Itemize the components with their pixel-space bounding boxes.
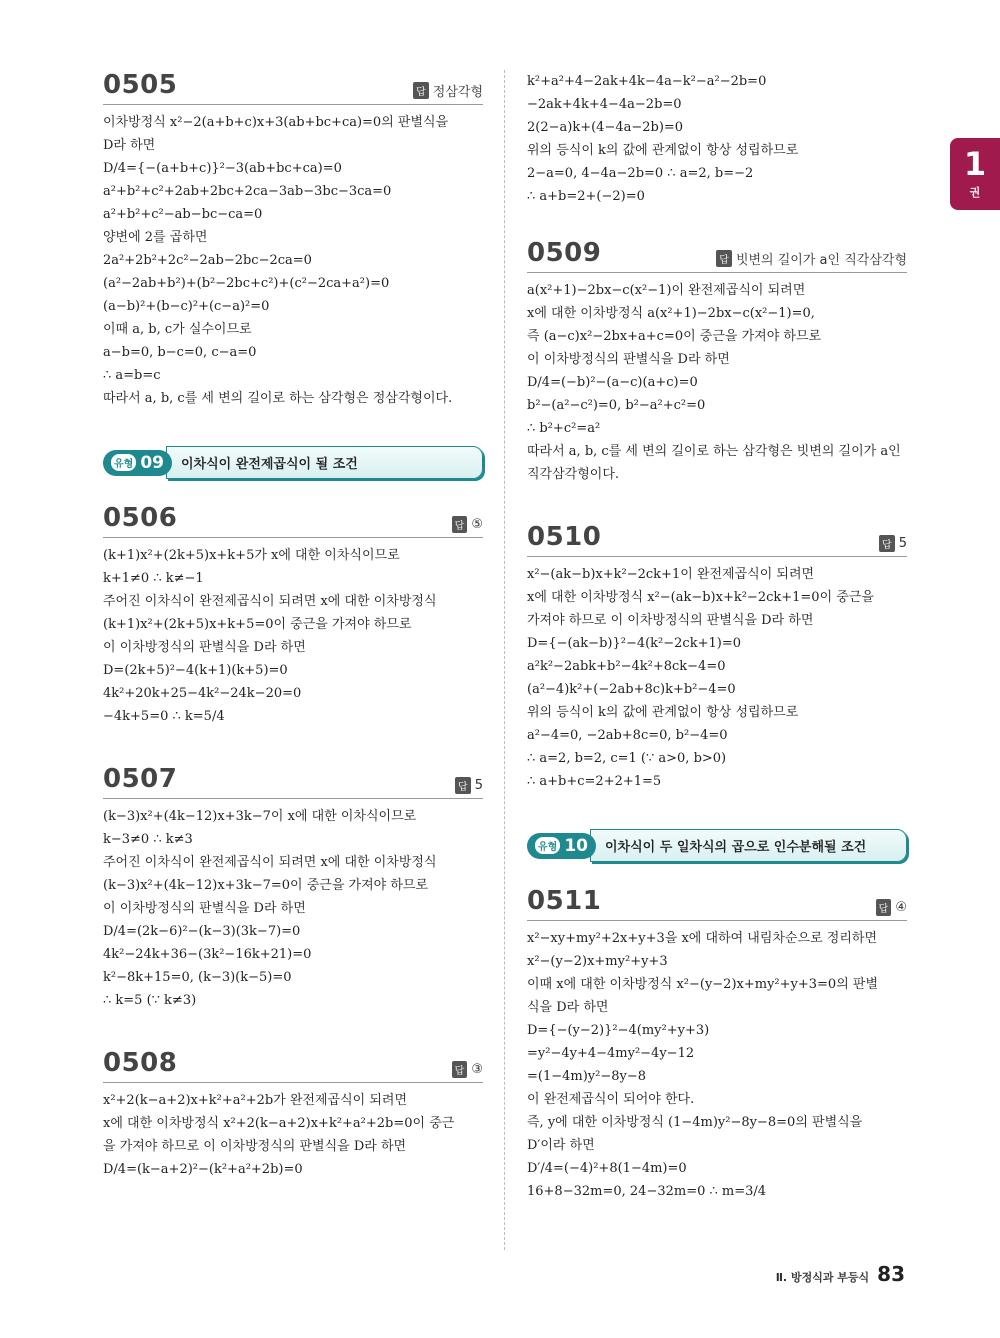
volume-number: 1 <box>963 145 987 183</box>
answer-tag-icon: 답 <box>452 516 468 533</box>
answer <box>716 249 907 268</box>
answer-text: 5 <box>898 536 907 551</box>
answer <box>452 516 483 533</box>
volume-side-tab <box>950 138 1000 210</box>
problem-header <box>103 70 483 105</box>
problem-0511 <box>527 886 907 1203</box>
problem-number: 0505 <box>103 70 178 100</box>
volume-label: 권 <box>969 186 981 199</box>
solution-line: 위의 등식이 k의 값에 관계없이 항상 성립하므로 <box>527 143 799 158</box>
solution-line: D={−(ak−b)}²−4(k²−2ck+1)=0 <box>527 636 741 651</box>
solution-line: 식을 D라 하면 <box>527 1000 609 1015</box>
answer <box>455 777 483 794</box>
solution-line: ∴ k=5 (∵ k≠3) <box>103 993 197 1008</box>
solution-line: b²−(a²−c²)=0, b²−a²+c²=0 <box>527 398 706 413</box>
answer-text: ⑤ <box>471 517 483 532</box>
solution-line: D라 하면 <box>103 138 156 153</box>
solution-line: D′/4=(−4)²+8(1−4m)=0 <box>527 1161 687 1176</box>
solution-line: 이차방정식 x²−2(a+b+c)x+3(ab+bc+ca)=0의 판별식을 <box>103 115 449 130</box>
left-column <box>103 70 483 1217</box>
answer-tag-icon: 답 <box>716 250 732 267</box>
solution-line: −4k+5=0 ∴ k=5/4 <box>103 709 225 724</box>
solution-line: D/4=(−b)²−(a−c)(a+c)=0 <box>527 375 698 390</box>
solution-line: ∴ b²+c²=a² <box>527 421 601 436</box>
solution-line: 이때 a, b, c가 실수이므로 <box>103 322 252 337</box>
problem-header <box>527 522 907 557</box>
solution-line: (a²−4)k²+(−2ab+8c)k+b²−4=0 <box>527 682 736 697</box>
solution-line: (k+1)x²+(2k+5)x+k+5가 x에 대한 이차식이므로 <box>103 548 400 563</box>
solution-lines <box>527 279 907 486</box>
problem-0509 <box>527 238 907 486</box>
solution-line: 이 이차방정식의 판별식을 D라 하면 <box>103 640 306 655</box>
type-title: 이차식이 두 일차식의 곱으로 인수분해될 조건 <box>590 829 907 862</box>
solution-line: (k−3)x²+(4k−12)x+3k−7이 x에 대한 이차식이므로 <box>103 809 417 824</box>
solution-line: k+1≠0 ∴ k≠−1 <box>103 571 204 586</box>
solution-line: 이 이차방정식의 판별식을 D라 하면 <box>103 901 306 916</box>
solution-line: (a−b)²+(b−c)²+(c−a)²=0 <box>103 299 270 314</box>
type-badge <box>103 450 172 476</box>
solution-lines <box>103 544 483 728</box>
problem-header <box>527 886 907 921</box>
answer <box>452 1061 483 1078</box>
problem-header <box>103 764 483 799</box>
solution-line: D/4=(2k−6)²−(k−3)(3k−7)=0 <box>103 924 301 939</box>
type-label: 유형 <box>535 837 560 854</box>
solution-line: =y²−4y+4−4my²−4y−12 <box>527 1046 695 1061</box>
answer-text: 5 <box>474 778 483 793</box>
type-badge <box>527 833 596 859</box>
answer-text: 정삼각형 <box>432 85 483 100</box>
problem-number: 0507 <box>103 764 178 794</box>
solution-line: ∴ a+b=2+(−2)=0 <box>527 189 645 204</box>
solution-line: ∴ a=2, b=2, c=1 (∵ a>0, b>0) <box>527 751 727 766</box>
problem-number: 0509 <box>527 238 602 268</box>
solution-line: D/4={−(a+b+c)}²−3(ab+bc+ca)=0 <box>103 161 342 176</box>
problem-number: 0511 <box>527 886 602 916</box>
solution-line: 따라서 a, b, c를 세 변의 길이로 하는 삼각형은 정삼각형이다. <box>103 391 453 406</box>
problem-number: 0510 <box>527 522 602 552</box>
solution-lines <box>103 1089 483 1181</box>
solution-line: x²−xy+my²+2x+y+3을 x에 대하여 내림차순으로 정리하면 <box>527 931 878 946</box>
solution-line: 즉 (a−c)x²−2bx+a+c=0이 중근을 가져야 하므로 <box>527 329 822 344</box>
problem-header <box>103 503 483 538</box>
solution-line: 위의 등식이 k의 값에 관계없이 항상 성립하므로 <box>527 705 799 720</box>
solution-line: a²+b²+c²−ab−bc−ca=0 <box>103 207 263 222</box>
answer-tag-icon: 답 <box>413 82 429 99</box>
solution-line: 16+8−32m=0, 24−32m=0 ∴ m=3/4 <box>527 1184 767 1199</box>
answer <box>413 81 483 100</box>
section-title: Ⅱ. 방정식과 부등식 <box>775 1271 870 1284</box>
solution-line: =(1−4m)y²−8y−8 <box>527 1069 647 1084</box>
solution-line: 가져야 하므로 이 이차방정식의 판별식을 D라 하면 <box>527 613 814 628</box>
solution-line: 주어진 이차식이 완전제곱식이 되려면 x에 대한 이차방정식 <box>103 855 437 870</box>
solution-line: a(x²+1)−2bx−c(x²−1)이 완전제곱식이 되려면 <box>527 283 806 298</box>
solution-line: 이 완전제곱식이 되어야 한다. <box>527 1092 695 1107</box>
type-10-banner <box>527 829 907 862</box>
solution-line: (k−3)x²+(4k−12)x+3k−7=0이 중근을 가져야 하므로 <box>103 878 429 893</box>
solution-lines <box>103 111 483 410</box>
solution-line: 2a²+2b²+2c²−2ab−2bc−2ca=0 <box>103 253 312 268</box>
solution-line: x에 대한 이차방정식 x²+2(k−a+2)x+k²+a²+2b=0이 중근 <box>103 1116 455 1131</box>
solution-line: k²−8k+15=0, (k−3)(k−5)=0 <box>103 970 292 985</box>
solution-line: D′이라 하면 <box>527 1138 595 1153</box>
answer-tag-icon: 답 <box>452 1061 468 1078</box>
solution-line: 4k²−24k+36−(3k²−16k+21)=0 <box>103 947 312 962</box>
solution-line: (a²−2ab+b²)+(b²−2bc+c²)+(c²−2ca+a²)=0 <box>103 276 390 291</box>
type-number: 09 <box>140 452 164 473</box>
answer-tag-icon: 답 <box>879 535 895 552</box>
solution-line: 4k²+20k+25−4k²−24k−20=0 <box>103 686 302 701</box>
solution-line: D/4=(k−a+2)²−(k²+a²+2b)=0 <box>103 1162 303 1177</box>
solution-line: ∴ a=b=c <box>103 368 161 383</box>
problem-0510 <box>527 522 907 793</box>
solution-line: 직각삼각형이다. <box>527 467 620 482</box>
page-number: 83 <box>877 1262 905 1286</box>
type-09-banner <box>103 446 483 479</box>
answer-text: 빗변의 길이가 a인 직각삼각형 <box>735 253 907 268</box>
solution-line: 주어진 이차식이 완전제곱식이 되려면 x에 대한 이차방정식 <box>103 594 437 609</box>
answer-text: ③ <box>471 1062 483 1077</box>
solution-lines <box>527 563 907 793</box>
problem-0508 <box>103 1048 483 1181</box>
solution-line: k²+a²+4−2ak+4k−4a−k²−a²−2b=0 <box>527 74 767 89</box>
solution-line: a²+b²+c²+2ab+2bc+2ca−3ab−3bc−3ca=0 <box>103 184 392 199</box>
solution-line: x에 대한 이차방정식 x²−(ak−b)x+k²−2ck+1=0이 중근을 <box>527 590 874 605</box>
solution-line: (k+1)x²+(2k+5)x+k+5=0이 중근을 가져야 하므로 <box>103 617 412 632</box>
problem-0505 <box>103 70 483 410</box>
solution-line: x²+2(k−a+2)x+k²+a²+2b가 완전제곱식이 되려면 <box>103 1093 408 1108</box>
solution-line: 양변에 2를 곱하면 <box>103 230 208 245</box>
right-column <box>527 70 907 1239</box>
type-number: 10 <box>564 835 588 856</box>
solution-line: 2(2−a)k+(4−4a−2b)=0 <box>527 120 684 135</box>
solution-line: 따라서 a, b, c를 세 변의 길이로 하는 삼각형은 빗변의 길이가 a인 <box>527 444 901 459</box>
problem-header <box>103 1048 483 1083</box>
answer <box>879 535 907 552</box>
solution-line: 이때 x에 대한 이차방정식 x²−(y−2)x+my²+y+3=0의 판별 <box>527 977 879 992</box>
solution-line: D={−(y−2)}²−4(my²+y+3) <box>527 1023 710 1038</box>
solution-line: a²−4=0, −2ab+8c=0, b²−4=0 <box>527 728 728 743</box>
solution-line: 2−a=0, 4−4a−2b=0 ∴ a=2, b=−2 <box>527 166 754 181</box>
solution-line: x²−(y−2)x+my²+y+3 <box>527 954 668 969</box>
type-label: 유형 <box>111 454 136 471</box>
answer-tag-icon: 답 <box>876 899 892 916</box>
solution-line: a²k²−2abk+b²−4k²+8ck−4=0 <box>527 659 726 674</box>
solution-line: ∴ a+b+c=2+2+1=5 <box>527 774 662 789</box>
solution-line: x에 대한 이차방정식 a(x²+1)−2bx−c(x²−1)=0, <box>527 306 815 321</box>
problem-number: 0506 <box>103 503 178 533</box>
solution-line: a−b=0, b−c=0, c−a=0 <box>103 345 257 360</box>
column-divider <box>504 70 505 1250</box>
solution-line: D=(2k+5)²−4(k+1)(k+5)=0 <box>103 663 288 678</box>
solution-lines <box>103 805 483 1012</box>
problem-0507 <box>103 764 483 1012</box>
solution-line: 즉, y에 대한 이차방정식 (1−4m)y²−8y−8=0의 판별식을 <box>527 1115 863 1130</box>
problem-0508-continued <box>527 70 907 208</box>
answer <box>876 899 907 916</box>
type-title: 이차식이 완전제곱식이 될 조건 <box>166 446 483 479</box>
solution-line: −2ak+4k+4−4a−2b=0 <box>527 97 682 112</box>
problem-header <box>527 238 907 273</box>
solution-line: 을 가져야 하므로 이 이차방정식의 판별식을 D라 하면 <box>103 1139 407 1154</box>
solution-line: 이 이차방정식의 판별식을 D라 하면 <box>527 352 730 367</box>
answer-text: ④ <box>895 900 907 915</box>
solution-line: x²−(ak−b)x+k²−2ck+1이 완전제곱식이 되려면 <box>527 567 815 582</box>
solution-lines <box>527 927 907 1203</box>
problem-number: 0508 <box>103 1048 178 1078</box>
page-footer <box>776 1262 905 1286</box>
problem-0506 <box>103 503 483 728</box>
solution-line: k−3≠0 ∴ k≠3 <box>103 832 193 847</box>
answer-tag-icon: 답 <box>455 777 471 794</box>
